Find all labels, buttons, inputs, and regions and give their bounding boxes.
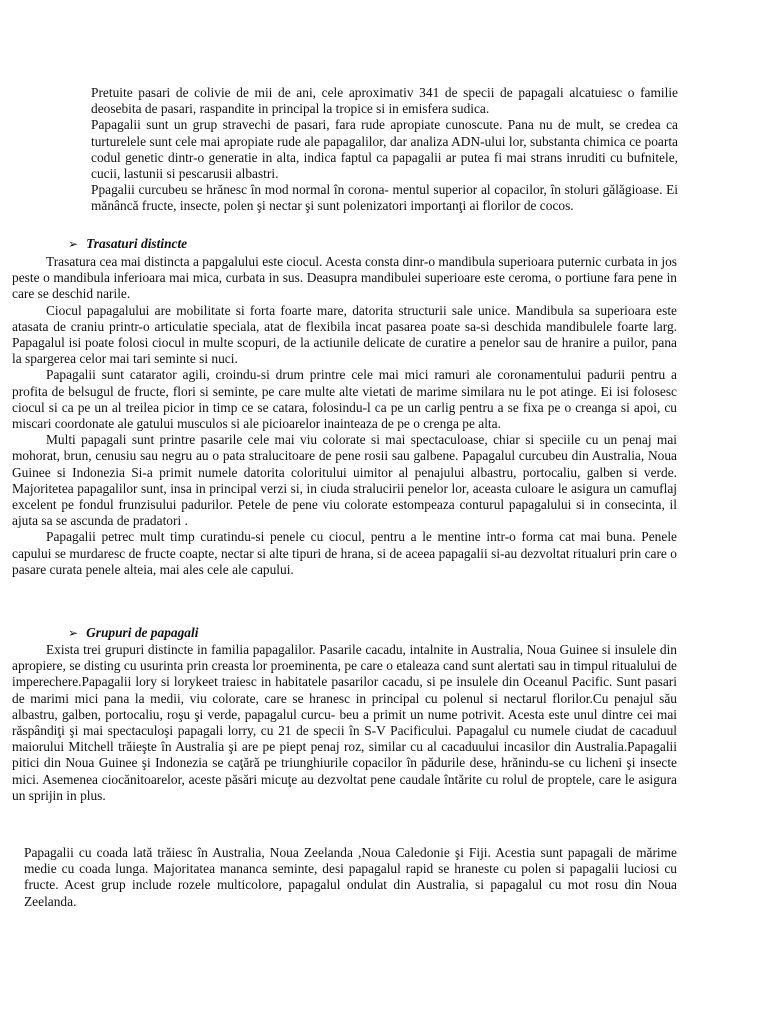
section-heading-trasaturi bbox=[68, 236, 187, 252]
body-paragraph: Exista trei grupuri distincte in familia papagalilor. Pasarile cacadu, intalnite in Australia, Noua Guinee si insulele din apropiere, se disting cu usurinta prin creasta lor proeminenta, pe care o etaleaza cand sunt alertati sau in timpul ritualului de imperechere.Papagalii lory si lorykeet traiesc in habitatele pasarilor cacadu, si pe insulele din Oceanul Pacific. Sunt pasari de marimi mici pana la medii, viu colorate, care se hranesc in principal cu polenul si nectarul florilor.Cu penajul său albastru, galben, portocaliu, roşu şi verde, papagalul curcu- beu a primit un nume potrivit. Acesta este unul dintre cei mai răspândiţi şi mai spectaculoşi papagali lorry, cu 21 de specii în S-V Pacificului. Papagalul cu numele ciudat de cacaduul maiorului Mitchell trăieşte în Australia şi are pe piept penaj roz, similar cu al cacaduului incasilor din Australia.Papagalii pitici din Noua Guinee şi Indonezia se caţără pe triunghiurile copacilor în pădurile dese, hrănindu-se cu licheni şi insecte mici. Asemenea ciocănitoarelor, aceste păsări micuţe au dezvoltat pene caudale întărite cu rolul de proptele, care le asigura un sprijin in plus. bbox=[12, 642, 677, 803]
intro-paragraph: Ppagalii curcubeu se hrănesc în mod normal în corona- mentul superior al copacilor, în stoluri gălăgioase. Ei mănâncă fructe, insecte, polen şi nectar şi sunt polenizatori importanţi ai florilor de cocos. bbox=[91, 182, 678, 214]
intro-block bbox=[91, 85, 678, 215]
arrow-bullet-icon: ➢ bbox=[68, 237, 79, 251]
body-paragraph: Papagalii sunt catarator agili, croindu-si drum printre cele mai mici ramuri ale coronamentului padurii pentru a profita de belsugul de fructe, flori si seminte, pe care multe alte vietati de marime similara nu le pot atinge. Ei isi folosesc ciocul si ca pe un al treilea picior in timp ce se catara, folosindu-l ca pe un carlig pentru a se fixa pe o creanga si apoi, cu miscari coordonate ale gatului musculos si ale picioarelor inainteaza de pe o crenga pe alta. bbox=[12, 367, 677, 432]
section-heading-grupuri bbox=[68, 625, 198, 641]
section-title: Trasaturi distincte bbox=[86, 236, 188, 251]
intro-paragraph: Pretuite pasari de colivie de mii de ani, cele aproximativ 341 de specii de papagali alcatuiesc o familie deosebita de pasari, raspandite in principal la tropice si in emisfera sudica. bbox=[91, 85, 678, 117]
body-paragraph: Ciocul papagalului are mobilitate si forta foarte mare, datorita structurii sale unice. Mandibula sa superioara este atasata de craniu printr-o articulatie speciala, atat de flexibila incat pasarea poate sa-si deschida mandibulele foarte larg. Papagalul isi poate folosi ciocul in multe scopuri, de la actiunile delicate de curatire a penelor sau de hranire a puilor, pana la spargerea celor mai tari seminte si nuci. bbox=[12, 302, 677, 367]
section-title: Grupuri de papagali bbox=[86, 625, 199, 640]
body-paragraph: Trasatura cea mai distincta a papgalului este ciocul. Acesta consta dinr-o mandibula superioara puternic curbata in jos peste o mandibula inferioara mai mica, curbata in sus. Deasupra mandibulei superioare este ceroma, o portiune fara pene in care se deschid narile. bbox=[12, 254, 677, 302]
final-block bbox=[24, 845, 677, 910]
arrow-bullet-icon: ➢ bbox=[68, 626, 79, 640]
intro-paragraph: Papagalii sunt un grup stravechi de pasari, fara rude apropiate cunoscute. Pana nu de mult, se credea ca turturelele sunt cele mai apropiate rude ale papagalilor, dar analiza ADN-ului lor, substanta chimica ce poarta codul genetic dintr-o generatie in alta, indica faptul ca papagalii ar putea fi mai strans inruditi cu bufnitele, cucii, lastunii si pescarusii albastri. bbox=[91, 117, 678, 182]
final-paragraph: Papagalii cu coada lată trăiesc în Australia, Noua Zeelanda ,Noua Caledonie şi Fiji. Acestia sunt papagali de mărime medie cu coada lunga. Majoritatea mananca seminte, desi papagalul rapid se hraneste cu polen si papagalii luciosi cu fructe. Acest grup include rozele multicolore, papagalul ondulat din Australia, si papagalul cu mot rosu din Noua Zeelanda. bbox=[24, 845, 677, 909]
section-body-grupuri bbox=[12, 642, 677, 804]
body-paragraph: Papagalii petrec mult timp curatindu-si penele cu ciocul, pentru a le mentine intr-o forma cat mai buna. Penele capului se murdaresc de fructe coapte, nectar si alte tipuri de hrana, si de aceea papagalii si-au dezvoltat ritualuri prin care o pasare curata penele alteia, mai ales cele ale capului. bbox=[12, 529, 677, 577]
section-body-trasaturi bbox=[12, 254, 677, 578]
body-paragraph: Multi papagali sunt printre pasarile cele mai viu colorate si mai spectaculoase, chiar si speciile cu un penaj mai mohorat, brun, cenusiu sau negru au o pata stralucitoare de pene rosii sau galbene. Papagalul curcubeu din Australia, Noua Guinee si Indonezia Si-a primit numele datorita coloritului uimitor al penajului albastru, portocaliu, galben si verde. Majoritetea papagalilor sunt, insa in principal verzi si, in ciuda stralucirii penelor lor, aceasta culoare le asigura un camuflaj excelent pe fondul frunzisului padurilor. Petele de pene viu colorate estompeaza conturul papagalului si in consecinta, il ajuta sa se ascunda de pradatori . bbox=[12, 432, 677, 529]
